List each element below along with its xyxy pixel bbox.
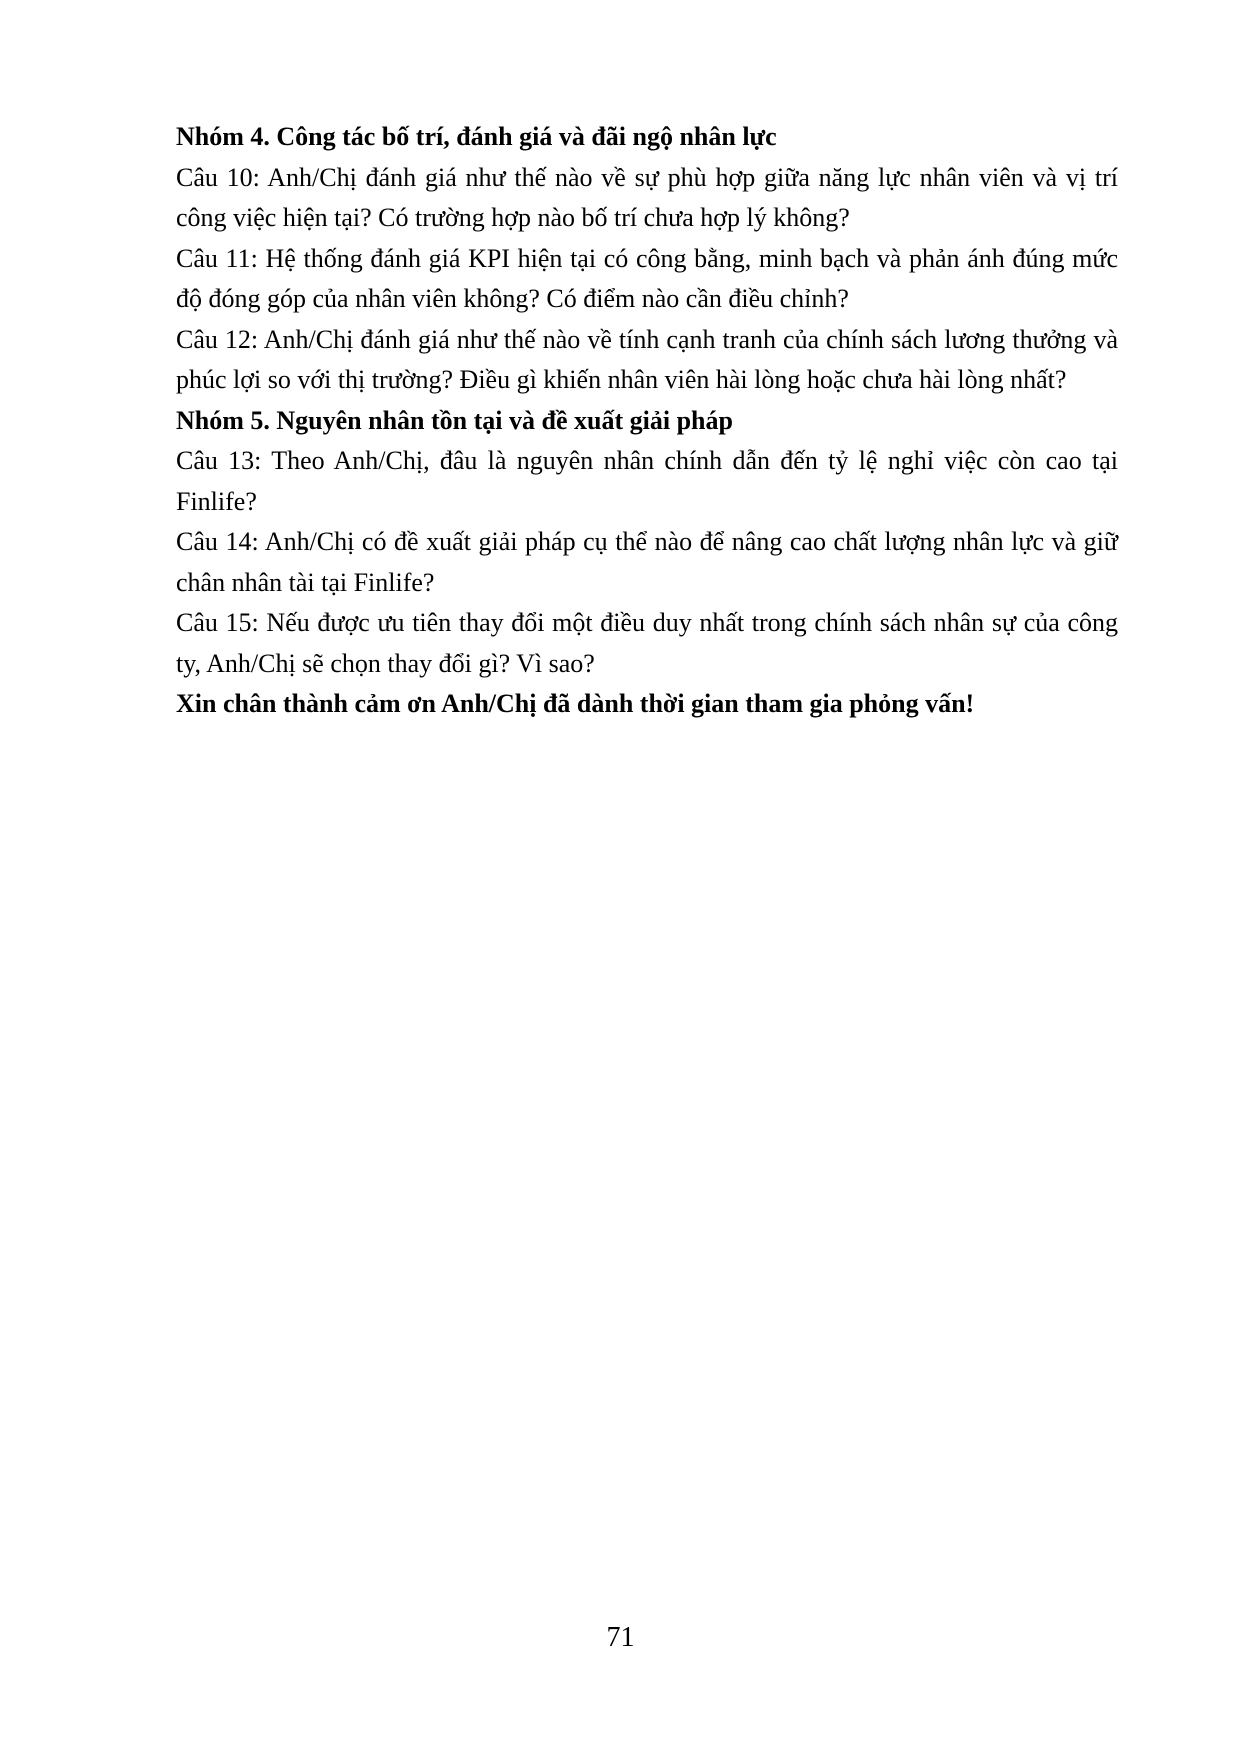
document-body bbox=[176, 117, 1118, 725]
group-4-heading: Nhóm 4. Công tác bố trí, đánh giá và đãi ngộ nhân lực bbox=[176, 122, 777, 151]
question-14: Câu 14: Anh/Chị có đề xuất giải pháp cụ thể nào để nâng cao chất lượng nhân lực và giữ chân nhân tài tại Finlife? bbox=[176, 527, 1118, 597]
closing-thanks: Xin chân thành cảm ơn Anh/Chị đã dành thời gian tham gia phỏng vấn! bbox=[176, 689, 975, 718]
page-number: 71 bbox=[606, 1622, 635, 1653]
question-13: Câu 13: Theo Anh/Chị, đâu là nguyên nhân chính dẫn đến tỷ lệ nghỉ việc còn cao tại Finlife? bbox=[176, 446, 1118, 516]
question-15: Câu 15: Nếu được ưu tiên thay đổi một điều duy nhất trong chính sách nhân sự của công ty, Anh/Chị sẽ chọn thay đổi gì? Vì sao? bbox=[176, 608, 1118, 678]
group-5-heading: Nhóm 5. Nguyên nhân tồn tại và đề xuất giải pháp bbox=[176, 405, 733, 435]
question-11: Câu 11: Hệ thống đánh giá KPI hiện tại có công bằng, minh bạch và phản ánh đúng mức độ đóng góp của nhân viên không? Có điểm nào cần điều chỉnh? bbox=[176, 243, 1118, 313]
question-10: Câu 10: Anh/Chị đánh giá như thế nào về sự phù hợp giữa năng lực nhân viên và vị trí công việc hiện tại? Có trường hợp nào bố trí chưa hợp lý không? bbox=[176, 162, 1118, 232]
question-12: Câu 12: Anh/Chị đánh giá như thế nào về tính cạnh tranh của chính sách lương thưởng và phúc lợi so với thị trường? Điều gì khiến nhân viên hài lòng hoặc chưa hài lòng nhất? bbox=[176, 324, 1118, 394]
